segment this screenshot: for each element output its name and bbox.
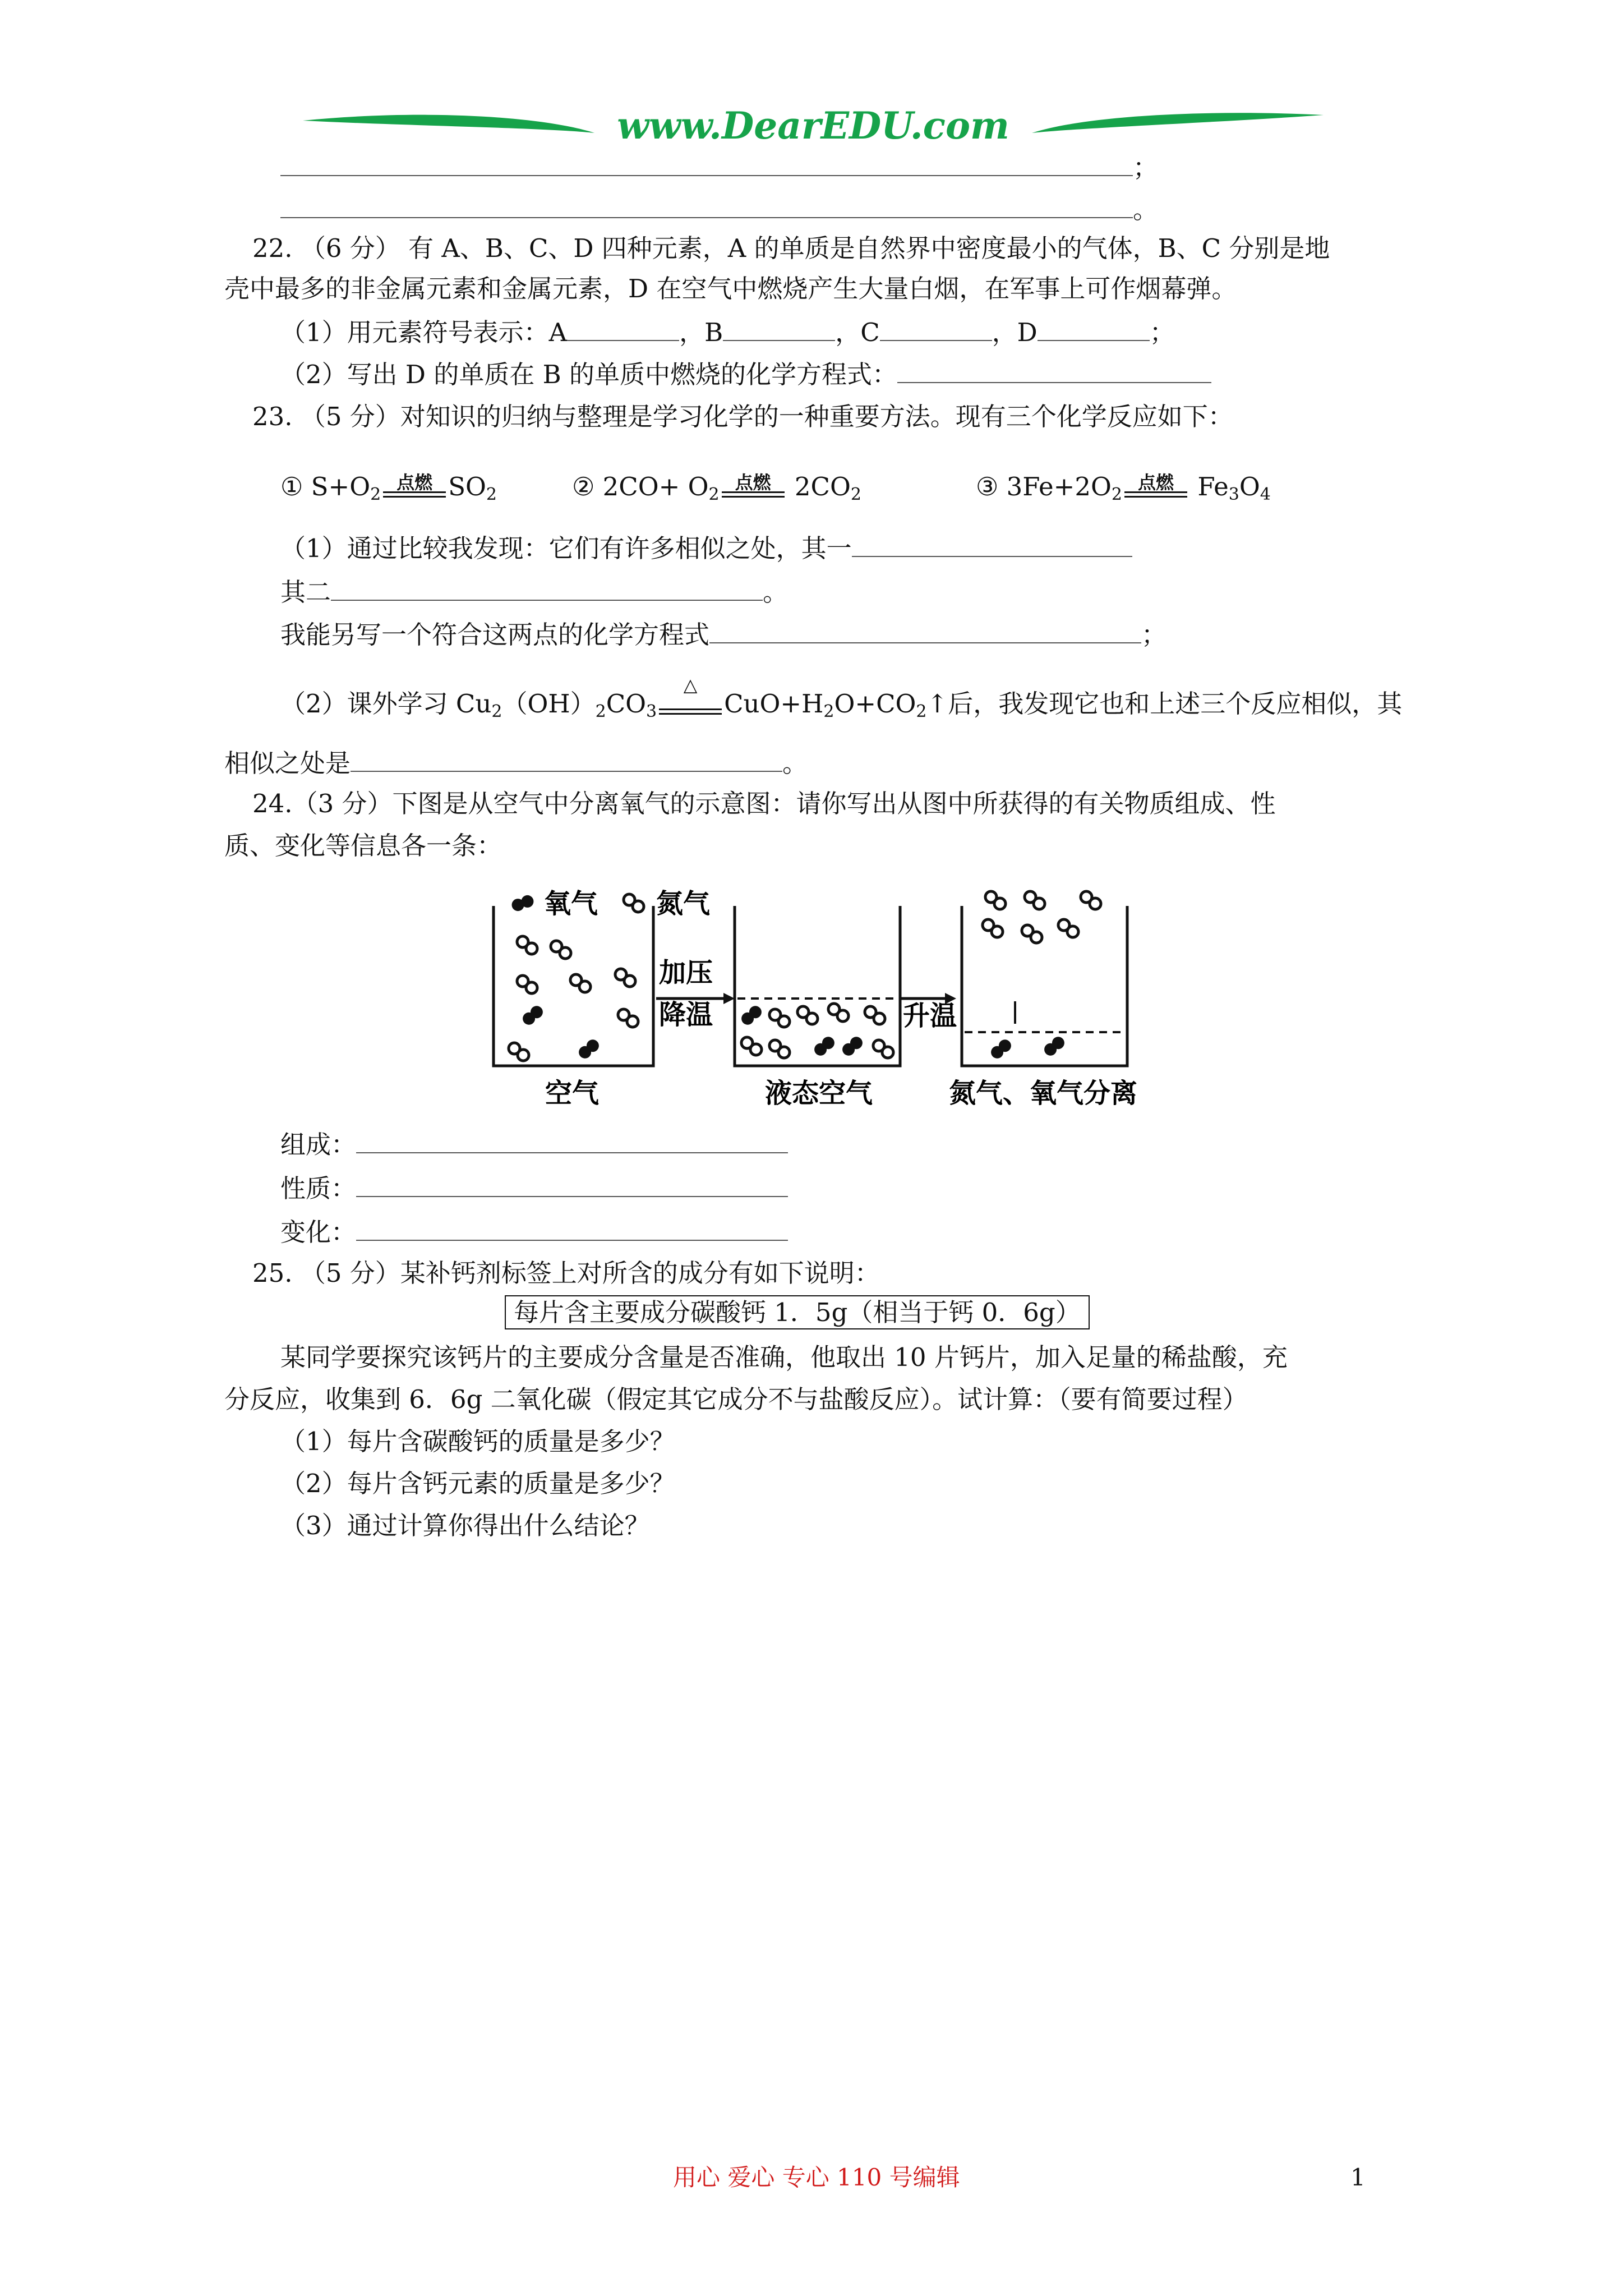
q24-field-change: 变化： (280, 1215, 788, 1249)
page-number: 1 (1350, 2164, 1366, 2191)
step-pressurize-cool-2: 降温 (659, 999, 713, 1030)
blank-d (1038, 315, 1150, 341)
q25-question-3: （3）通过计算你得出什么结论？ (280, 1511, 650, 1540)
q25-question-1: （1）每片含碳酸钙的质量是多少？ (280, 1427, 675, 1456)
reaction-1: ① $S+O_2$ 点燃 $SO_2$ (280, 470, 497, 512)
q23-part-2: （2）课外学习 $Cu_2(OH)_2CO_3$ △ $CuO+H_2O+CO_2↑$后，我发现它也和上述三个反应相似，其 (280, 674, 1403, 721)
q25-para-2: 分反应，收集到 6．6g 二氧化碳（假定其它成分不与盐酸反应）。试计算：（要有简要过程） (224, 1384, 1248, 1414)
label-air: 空气 (545, 1078, 600, 1109)
q23-part-1: （1）通过比较我发现：它们有许多相似之处，其一 (280, 531, 1132, 565)
blank-b (723, 315, 835, 341)
heat-arrow: △ (657, 687, 724, 721)
q25-question-2: （2）每片含钙元素的质量是多少？ (280, 1469, 675, 1498)
blank-equation (897, 357, 1211, 383)
reaction-2: ② $2CO+ O_2$ 点燃 $2CO_2$ (572, 470, 861, 512)
q24-field-property: 性质： (280, 1171, 788, 1205)
q25-stem: 25. （5 分）某补钙剂标签上对所含的成分有如下说明： (252, 1258, 880, 1288)
q24-field-composition: 组成： (280, 1128, 788, 1162)
q22-stem-1: 22. （6 分） 有 A、B、C、D 四种元素，A 的单质是自然界中密度最小的气体，B、C 分别是地 (252, 233, 1330, 263)
answer-line-2: 。 (280, 192, 1158, 227)
q22-stem-2: 壳中最多的非金属元素和金属元素，D 在空气中燃烧产生大量白烟，在军事上可作烟幕弹。 (224, 274, 1237, 303)
air-separation-diagram (488, 878, 1161, 1114)
site-name: www.DearEDU.com (617, 104, 1009, 148)
legend-oxygen: 氧气 (544, 888, 598, 919)
step-pressurize-cool-1: 加压 (659, 957, 713, 988)
answer-line-1: ； (280, 150, 1158, 185)
q22-part-1: （1）用元素符号表示：A ，B ，C ，D ； (280, 315, 1175, 349)
reaction-3: ③ $3Fe+2O_2$ 点燃 $Fe_3O_4$ (976, 470, 1271, 512)
equals-arrow: 点燃 (381, 470, 448, 504)
container-separated (962, 891, 1127, 1066)
q24-stem-2: 质、变化等信息各一条： (224, 831, 502, 861)
q24-stem-1: 24.（3 分）下图是从空气中分离氧气的示意图：请你写出从图中所获得的有关物质组成、性 (252, 789, 1276, 818)
q23-stem: 23. （5 分）对知识的归纳与整理是学习化学的一种重要方法。现有三个化学反应如下： (252, 402, 1233, 431)
q23-part-2b: 相似之处是 。 (224, 746, 808, 780)
legend-nitrogen: 氮气 (656, 888, 711, 919)
label-separated: 氮气、氧气分离 (948, 1078, 1138, 1109)
label-liquid-air: 液态空气 (764, 1078, 873, 1109)
q23-part-1b: 其二 。 (280, 575, 788, 609)
blank-a (567, 315, 679, 341)
container-liquid-air (735, 906, 900, 1066)
q23-part-1c: 我能另写一个符合这两点的化学方程式 ； (280, 618, 1166, 652)
q22-part-2: （2）写出 D 的单质在 B 的单质中燃烧的化学方程式： (280, 357, 1211, 392)
q25-label-box: 每片含主要成分碳酸钙 1．5g（相当于钙 0．6g） (505, 1296, 1090, 1329)
footer-editor: 用心 爱心 专心 110 号编辑 (673, 2164, 960, 2191)
equals-arrow: 点燃 (1122, 470, 1189, 504)
equals-arrow: 点燃 (720, 470, 787, 504)
q25-para-1: 某同学要探究该钙片的主要成分含量是否准确，他取出 10 片钙片，加入足量的稀盐酸，充 (280, 1342, 1288, 1372)
step-warm: 升温 (903, 1000, 957, 1032)
blank-c (880, 315, 992, 341)
